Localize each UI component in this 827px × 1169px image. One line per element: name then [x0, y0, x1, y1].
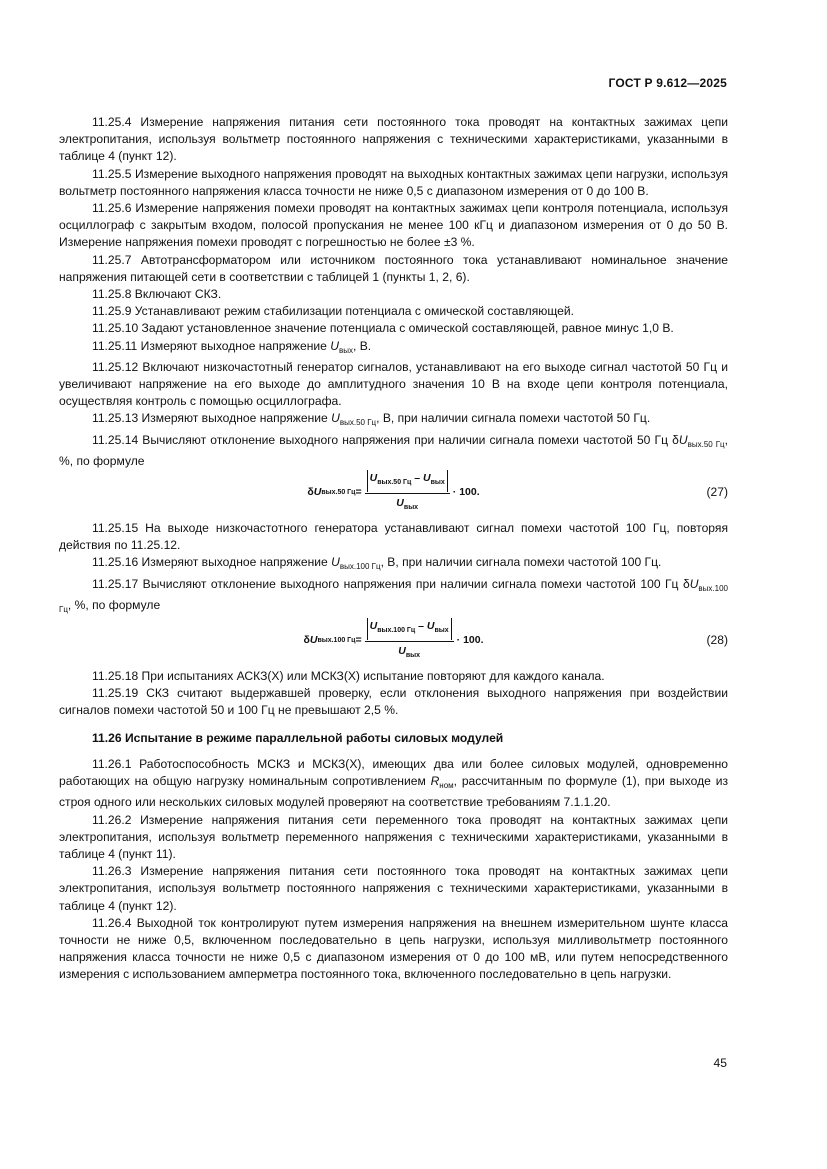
- fraction: $\frac{U_{вых.100 Гц} - U_{вых}}{U_{вых}}$: [365, 618, 454, 663]
- formula-number: (27): [706, 485, 728, 500]
- section-heading-11-26: 11.26 Испытание в режиме параллельной работы силовых модулей: [92, 730, 504, 745]
- paragraph-11-25-13: 11.25.13 Измеряют выходное напряжение $U_{вых.50 Гц}$, В, при наличии сигнала помехи частотой 50 Гц.: [92, 411, 651, 428]
- paragraph-11-25-16: 11.25.16 Измеряют выходное напряжение $U_{вых.100 Гц}$, В, при наличии сигнала помехи частотой 100 Гц.: [92, 555, 662, 572]
- paragraph-11-25-5: 11.25.5 Измерение выходного напряжения проводят на выходных контактных зажимах цепи нагрузки, используя вольтметр постоянного напряжения класса точности не ниже 0,5 с диапазоном измерения от 0 до 100 В.: [59, 166, 728, 198]
- fraction: $\frac{U_{вых.50 Гц} - U_{вых}}{U_{вых}}$: [365, 470, 450, 515]
- formula-number: (28): [706, 633, 728, 648]
- paragraph-11-25-6: 11.25.6 Измерение напряжения помехи проводят на контактных зажимах цепи контроля потенциала, используя осциллограф с закрытым входом, полосой пропускания не менее 100 кГц и диапазоном измерения от 0 до 50 В. Измерение напряжения помехи проводят с погрешностью не более ±3 %.: [59, 201, 728, 250]
- paragraph-11-25-14: 11.25.14 Вычисляют отклонение выходного напряжения при наличии сигнала помехи частотой 50 Гц $\delta U_{вых.50 Гц}$, %, по формуле: [59, 432, 728, 468]
- formula-28: δ U вых.100 Гц = $\frac{U_{вых.100 Гц} - U_{вых}}{U_{вых}}$ · 100. (28): [59, 622, 728, 660]
- paragraph-11-25-15: 11.25.15 На выходе низкочастотного генератора устанавливают сигнал помехи частотой 100 Гц, повторяя действия по 11.25.12.: [59, 521, 728, 553]
- formula-27: δ U вых.50 Гц = $\frac{U_{вых.50 Гц} - U_{вых}}{U_{вых}}$ · 100. (27): [59, 474, 728, 512]
- page-number: 45: [713, 1056, 727, 1070]
- document-body: [59, 114, 728, 984]
- document-header: ГОСТ Р 9.612—2025: [608, 76, 727, 90]
- paragraph-11-25-7: 11.25.7 Автотрансформатором или источником постоянного тока устанавливают номинальное значение напряжения питающей сети в соответствии с таблицей 1 (пункты 1, 2, 6).: [59, 252, 728, 284]
- paragraph-11-25-17: 11.25.17 Вычисляют отклонение выходного напряжения при наличии сигнала помехи частотой 100 Гц $\delta U_{вых.100 Гц}$, %, по формуле: [59, 576, 728, 614]
- paragraph-11-26-2: 11.26.2 Измерение напряжения питания сети переменного тока проводят на контактных зажимах цепи электропитания, используя вольтметр переменного напряжения с техническими характеристиками, указанными в таблице 4 (пункт 11).: [59, 812, 728, 861]
- paragraph-11-25-11: 11.25.11 Измеряют выходное напряжение $U_{вых}$, В.: [92, 338, 372, 355]
- paragraph-11-26-1: 11.26.1 Работоспособность МСКЗ и МСКЗ(Х), имеющих два или более силовых модулей, одновременно работающих на общую нагрузку номинальным сопротивлением $R_{ном}$, рассчитанным по формуле (1), при выходе из строя одного или нескольких силовых модулей проверяют на соответствие требованиям 7.1.1.20.: [59, 756, 728, 810]
- paragraph-11-25-10: 11.25.10 Задают установленное значение потенциала с омической составляющей, равное минус 1,0 В.: [92, 321, 674, 336]
- paragraph-11-26-4: 11.26.4 Выходной ток контролируют путем измерения напряжения на внешнем измерительном шунте класса точности не ниже 0,5, включенном последовательно в цепь нагрузки, используя милливольтметр постоянного напряжения класса точности не ниже 0,5 с диапазоном измерения от 0 до 100 мВ, или путем непосредственного измерения с использованием амперметра постоянного тока, включенного последовательно в цепь нагрузки.: [59, 915, 728, 982]
- paragraph-11-26-3: 11.26.3 Измерение напряжения питания сети постоянного тока проводят на контактных зажимах цепи электропитания, используя вольтметр постоянного напряжения с техническими характеристиками, указанными в таблице 4 (пункт 12).: [59, 864, 728, 913]
- paragraph-11-25-8: 11.25.8 Включают СКЗ.: [92, 287, 222, 302]
- paragraph-11-25-18: 11.25.18 При испытаниях АСКЗ(Х) или МСКЗ(Х) испытание повторяют для каждого канала.: [92, 669, 605, 684]
- paragraph-11-25-12: 11.25.12 Включают низкочастотный генератор сигналов, устанавливают на его выходе сигнал частотой 50 Гц и увеличивают напряжение на его выходе до амплитудного значения 10 В на входе цепи контроля потенциала, осуществляя контроль с помощью осциллографа.: [59, 359, 728, 409]
- paragraph-11-25-4: 11.25.4 Измерение напряжения питания сети постоянного тока проводят на контактных зажимах цепи электропитания, используя вольтметр постоянного напряжения с техническими характеристиками, указанными в таблице 4 (пункт 12).: [59, 115, 728, 164]
- paragraph-11-25-19: 11.25.19 СКЗ считают выдержавшей проверку, если отклонения выходного напряжения при воздействии сигналов помехи частотой 50 и 100 Гц не превышают 2,5 %.: [59, 686, 728, 718]
- paragraph-11-25-9: 11.25.9 Устанавливают режим стабилизации потенциала с омической составляющей.: [92, 304, 574, 319]
